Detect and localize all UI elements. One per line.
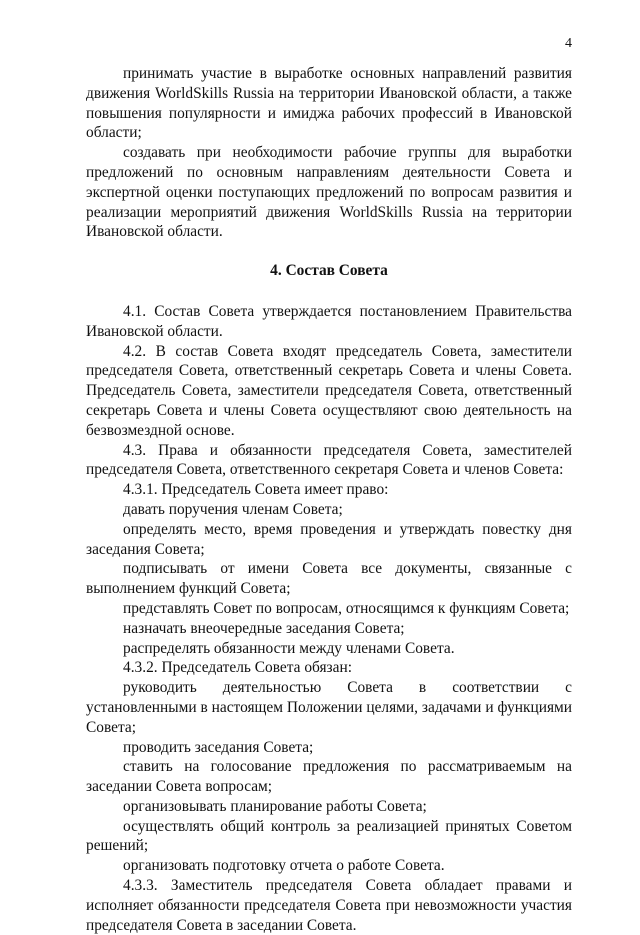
paragraph-4-3-3: 4.3.3. Заместитель председателя Совета обладает правами и исполняет обязанности председателя Совета при невозможности участия председателя Совета в заседании Совета. xyxy=(86,877,572,934)
list-item: определять место, время проведения и утверждать повестку дня заседания Совета; xyxy=(86,520,572,558)
section-heading: 4. Состав Совета xyxy=(270,262,388,280)
list-item: организовать подготовку отчета о работе Совета. xyxy=(123,857,445,875)
paragraph-participation: принимать участие в выработке основных направлений развития движения WorldSkills Russia на территории Ивановской области, а также повышения популярности и имиджа рабочих профессий в Ивановской области; xyxy=(86,65,572,142)
paragraph-4-3-2: 4.3.2. Председатель Совета обязан: xyxy=(123,659,352,677)
list-item: организовывать планирование работы Совета; xyxy=(123,797,427,815)
list-item: представлять Совет по вопросам, относящимся к функциям Совета; xyxy=(123,599,570,617)
list-item: назначать внеочередные заседания Совета; xyxy=(123,619,405,637)
list-item: проводить заседания Совета; xyxy=(123,738,314,756)
document-body xyxy=(86,64,572,935)
list-item: распределять обязанности между членами Совета. xyxy=(123,639,455,657)
paragraph-4-3: 4.3. Права и обязанности председателя Совета, заместителей председателя Совета, ответственного секретаря Совета и членов Совета: xyxy=(86,441,572,479)
list-item: давать поручения членам Совета; xyxy=(123,500,343,518)
paragraph-4-1: 4.1. Состав Совета утверждается постановлением Правительства Ивановской области. xyxy=(86,302,572,340)
list-item: подписывать от имени Совета все документы, связанные с выполнением функций Совета; xyxy=(86,560,572,598)
paragraph-4-2: 4.2. В состав Совета входят председатель Совета, заместители председателя Совета, ответственный секретарь Совета и члены Совета. Председатель Совета, заместители председателя Совета, ответственный секретарь Совета и члены Совета осуществляют свою деятельность на безвозмездной основе. xyxy=(86,342,572,439)
list-item: осуществлять общий контроль за реализацией принятых Советом решений; xyxy=(86,817,572,855)
list-item: ставить на голосование предложения по рассматриваемым на заседании Совета вопросам; xyxy=(86,758,572,796)
list-item: руководить деятельностью Совета в соответствии с установленными в настоящем Положении целями, задачами и функциями Совета; xyxy=(86,679,572,736)
paragraph-4-3-1: 4.3.1. Председатель Совета имеет право: xyxy=(123,481,389,499)
page-number: 4 xyxy=(565,36,572,51)
paragraph-working-groups: создавать при необходимости рабочие группы для выработки предложений по основным направлениям деятельности Совета и экспертной оценки поступающих предложений по вопросам развития и реализации мероприятий движения WorldSkills Russia на территории Ивановской области. xyxy=(86,144,572,241)
